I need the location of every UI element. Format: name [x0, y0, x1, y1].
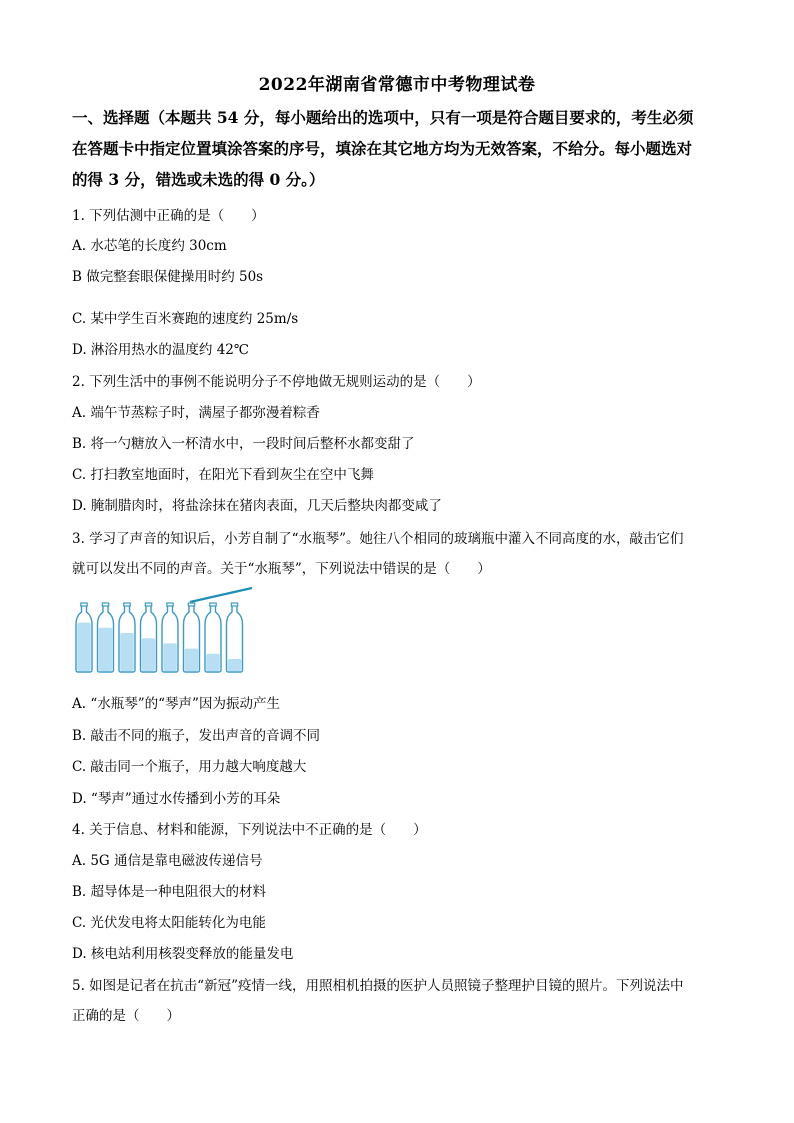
bottle-mouth — [102, 603, 108, 606]
bottle-water — [77, 623, 91, 671]
bottle-water — [206, 654, 220, 671]
bottle-mouth — [210, 603, 216, 606]
question-5-stem-line-1: 5. 如图是记者在抗击“新冠”疫情一线，用照相机拍摄的医护人员照镜子整理护目镜的照片。下列说法中 — [72, 978, 684, 994]
bottle-water — [228, 659, 242, 671]
bottle-mouth — [188, 603, 194, 606]
bottle-mouth — [145, 603, 151, 606]
water-bottle — [227, 603, 243, 672]
q2-option-c: C. 打扫教室地面时，在阳光下看到灰尘在空中飞舞 — [72, 467, 374, 483]
water-bottle — [184, 603, 200, 672]
bottle-mouth — [124, 603, 130, 606]
water-bottle — [119, 603, 135, 672]
question-3-stem-line-2: 就可以发出不同的声音。关于“水瓶琴”，下列说法中错误的是（ ） — [72, 561, 491, 577]
water-bottle — [141, 603, 157, 672]
bottle-water — [142, 638, 156, 671]
question-1-stem: 1. 下列估测中正确的是（ ） — [72, 208, 265, 224]
q3-option-c: C. 敲击同一个瓶子，用力越大响度越大 — [72, 759, 307, 775]
bottle-water — [120, 633, 134, 671]
section-line: 一、选择题（本题共 54 分，每小题给出的选项中，只有一项是符合题目要求的，考生必须 — [72, 108, 694, 127]
water-bottle — [98, 603, 114, 672]
section-line: 的得 3 分，错选或未选的得 0 分。） — [72, 170, 325, 189]
q4-option-c: C. 光伏发电将太阳能转化为电能 — [72, 915, 266, 931]
striking-stick — [190, 588, 252, 602]
q4-option-d: D. 核电站利用核裂变释放的能量发电 — [72, 946, 294, 962]
q2-option-d: D. 腌制腊肉时，将盐涂抹在猪肉表面，几天后整块肉都变咸了 — [72, 498, 442, 514]
water-bottle — [162, 603, 178, 672]
question-5-stem-line-2: 正确的是（ ） — [72, 1008, 180, 1024]
q2-option-a: A. 端午节蒸粽子时，满屋子都弥漫着粽香 — [72, 405, 320, 421]
page-title: 2022年湖南省常德市中考物理试卷 — [258, 75, 536, 95]
section-line: 在答题卡中指定位置填涂答案的序号，填涂在其它地方均为无效答案，不给分。每小题选对 — [72, 139, 693, 158]
question-4-stem: 4. 关于信息、材料和能源，下列说法中不正确的是（ ） — [72, 822, 427, 838]
bottle-mouth — [167, 603, 173, 606]
question-3-stem-line-1: 3. 学习了声音的知识后，小芳自制了“水瓶琴”。她往八个相同的玻璃瓶中灌入不同高度的水，敲击它们 — [72, 531, 684, 547]
q1-option-a: A. 水芯笔的长度约 30cm — [72, 238, 227, 254]
water-bottle-xylophone-figure — [70, 584, 270, 676]
q3-option-a: A. “水瓶琴”的“琴声”因为振动产生 — [72, 696, 280, 712]
q1-option-c: C. 某中学生百米赛跑的速度约 25m/s — [72, 311, 299, 327]
q1-option-b: B 做完整套眼保健操用时约 50s — [72, 269, 264, 285]
q3-option-b: B. 敲击不同的瓶子，发出声音的音调不同 — [72, 728, 321, 744]
bottle-water — [185, 649, 199, 671]
bottle-water — [163, 643, 177, 671]
section-instructions — [72, 102, 732, 195]
water-bottle — [76, 603, 92, 672]
q3-option-d: D. “琴声”通过水传播到小芳的耳朵 — [72, 791, 281, 807]
q1-option-d: D. 淋浴用热水的温度约 42℃ — [72, 342, 249, 358]
bottle-mouth — [81, 603, 87, 606]
q4-option-b: B. 超导体是一种电阻很大的材料 — [72, 884, 267, 900]
q4-option-a: A. 5G 通信是靠电磁波传递信号 — [72, 853, 263, 869]
bottle-mouth — [231, 603, 237, 606]
bottle-water — [99, 628, 113, 671]
water-bottle — [205, 603, 221, 672]
question-2-stem: 2. 下列生活中的事例不能说明分子不停地做无规则运动的是（ ） — [72, 374, 481, 390]
q2-option-b: B. 将一勺糖放入一杯清水中，一段时间后整杯水都变甜了 — [72, 436, 415, 452]
